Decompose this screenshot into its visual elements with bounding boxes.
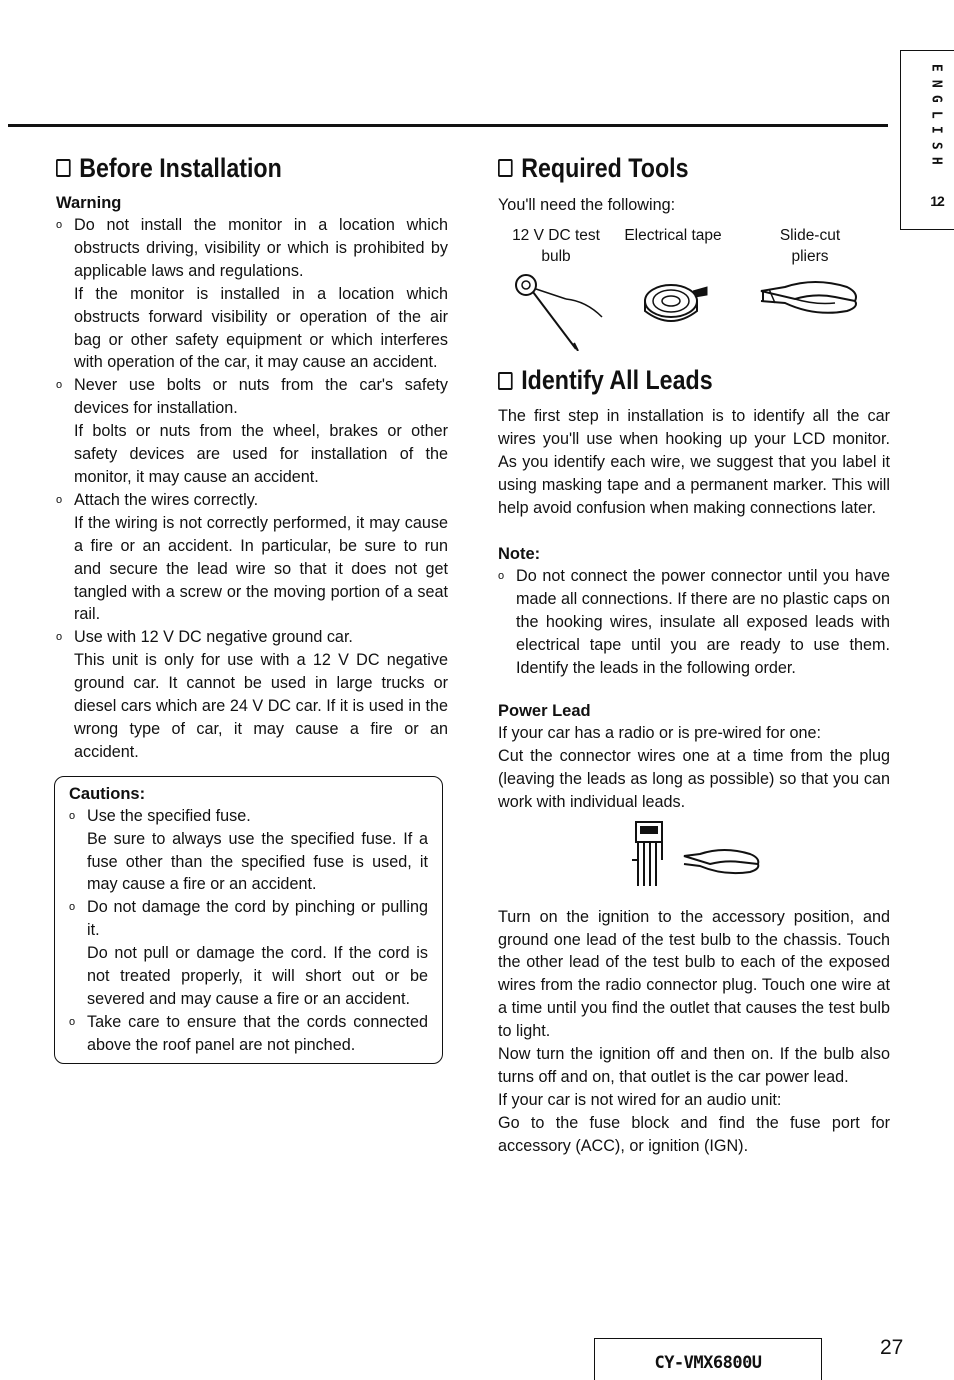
bullet-icon: o [69,809,76,822]
tool-label: 12 V DC test [512,226,600,244]
warning-detail: If bolts or nuts from the wheel, brakes or other safety devices are used for installation of the monitor, it may cause an accident. [74,422,448,486]
section-box-icon [498,372,513,390]
warning-lead: Do not install the monitor in a location which obstructs driving, visibility or which is prohibited by applicable laws and regulations. [74,216,448,280]
bullet-icon: o [498,570,505,583]
warning-item [56,626,448,763]
power-lead-paragraph: If your car is not wired for an audio unit: [498,1090,782,1109]
power-lead-paragraph: Turn on the ignition to the accessory position, and ground one lead of the test bulb to the chassis. Touch the other lead of the test bulb to each of the exposed wires from the radio connector plug. Touch one wire at a time until you find the outlet that causes the test bulb to light. [498,907,890,1041]
connector-plug-icon [614,820,670,890]
warning-detail: This unit is only for use with a 12 V DC negative ground car. It cannot be used in large trucks or diesel cars which are 24 V DC car. If it is used in the wrong type of car, it may cause a fire or an accident. [74,651,448,761]
before-installation-heading: Before Installation [56,150,393,186]
caution-item [69,1011,428,1057]
tool-slide-cut-pliers [736,225,884,351]
tool-label: pliers [791,247,829,265]
warning-title: Warning [56,194,122,212]
power-lead-paragraph: Go to the fuse block and find the fuse port for accessory (ACC), or ignition (IGN). [498,1113,890,1155]
warning-lead: Attach the wires correctly. [74,490,259,509]
caution-detail: Do not pull or damage the cord. If the cord is not treated properly, it will short out or be severed and may cause a fire or an accident. [87,944,428,1008]
warning-item [56,374,448,489]
warning-item [56,489,448,626]
power-lead-paragraph: Now turn the ignition off and then on. If the bulb also turns off and on, that outlet is the car power lead. [498,1045,890,1086]
tab-letter: L [928,110,944,119]
bullet-icon: o [56,219,63,231]
bullet-icon: o [56,493,63,506]
slide-cut-pliers-icon [755,271,865,331]
power-lead-paragraph: If your car has a radio or is pre-wired for one: [498,723,821,742]
header-rule [8,124,888,127]
section-number: 12 [930,193,944,209]
tab-letter: N [928,79,944,88]
pliers-icon [680,842,764,882]
tab-letter: H [928,156,944,165]
note-title: Note: [498,545,541,564]
before-installation-column [56,150,448,1064]
bullet-icon: o [56,631,63,644]
required-tools-heading: Required Tools [498,150,835,186]
connector-figure [498,814,890,906]
bullet-icon: o [69,1015,76,1028]
bullet-icon: o [69,901,76,914]
warning-lead: Use with 12 V DC negative ground car. [74,628,353,647]
cautions-box [54,776,443,1064]
warning-lead: Never use bolts or nuts from the car's safety devices for installation. [74,376,448,418]
tab-letter: S [928,141,944,150]
tab-letter: E [928,63,944,72]
tool-label: Electrical tape [624,226,722,244]
note-text: Do not connect the power connector until you have made all connections. If there are no plastic caps on the hooking wires, insulate all exposed leads with electrical tape until you are ready to use them. Identify the leads in the following order. [516,567,890,678]
tool-electrical-tape [610,225,736,351]
tool-label: bulb [541,247,571,265]
tools-and-leads-column [498,150,890,1158]
cautions-title: Cautions: [69,784,146,803]
model-name: CY-VMX6800U [654,1353,762,1373]
caution-item [69,805,428,897]
tab-letter: I [928,125,944,134]
tab-letter: G [928,94,944,103]
warning-item [56,214,448,374]
page-number: 27 [880,1336,904,1359]
caution-lead: Take care to ensure that the cords connected above the roof panel are not pinched. [87,1012,428,1054]
tool-test-bulb [502,225,610,351]
power-lead-title: Power Lead [498,701,591,720]
tools-intro: You'll need the following: [498,196,676,214]
identify-leads-heading: Identify All Leads [498,363,835,399]
tool-label: Slide-cut [779,226,841,244]
caution-lead: Use the specified fuse. [87,806,251,825]
electrical-tape-icon [633,271,713,331]
caution-detail: Be sure to always use the specified fuse. If a fuse other than the specified fuse is used, it may cause a fire or an accident. [87,829,428,894]
test-bulb-icon [506,271,606,351]
bullet-icon: o [56,379,63,392]
tools-row [498,225,890,351]
caution-item [69,896,428,1011]
warning-detail: If the wiring is not correctly performed, it may cause a fire or an accident. In particular, be sure to run and secure the lead wire so that it does not get tangled with a screw or the moving portion of a seat rail. [74,513,448,624]
language-tab-letters [926,60,946,169]
section-box-icon [498,159,513,177]
section-box-icon [56,159,71,177]
model-footer-box [594,1338,822,1380]
caution-lead: Do not damage the cord by pinching or pulling it. [87,898,428,940]
note-item [498,565,890,680]
power-lead-paragraph: Cut the connector wires one at a time from the plug (leaving the leads as long as possible) so that you can work with individual leads. [498,746,890,811]
warning-detail: If the monitor is installed in a location which obstructs forward visibility or operation of the air bag or other safety equipment or which interferes with operation of the car, it may cause an accident. [74,284,448,372]
leads-intro: The first step in installation is to identify all the car wires you'll use when hooking up your LCD monitor. As you identify each wire, we suggest that you label it using masking tape and a permanent marker. This will help avoid confusion when making connections later. [498,406,890,517]
